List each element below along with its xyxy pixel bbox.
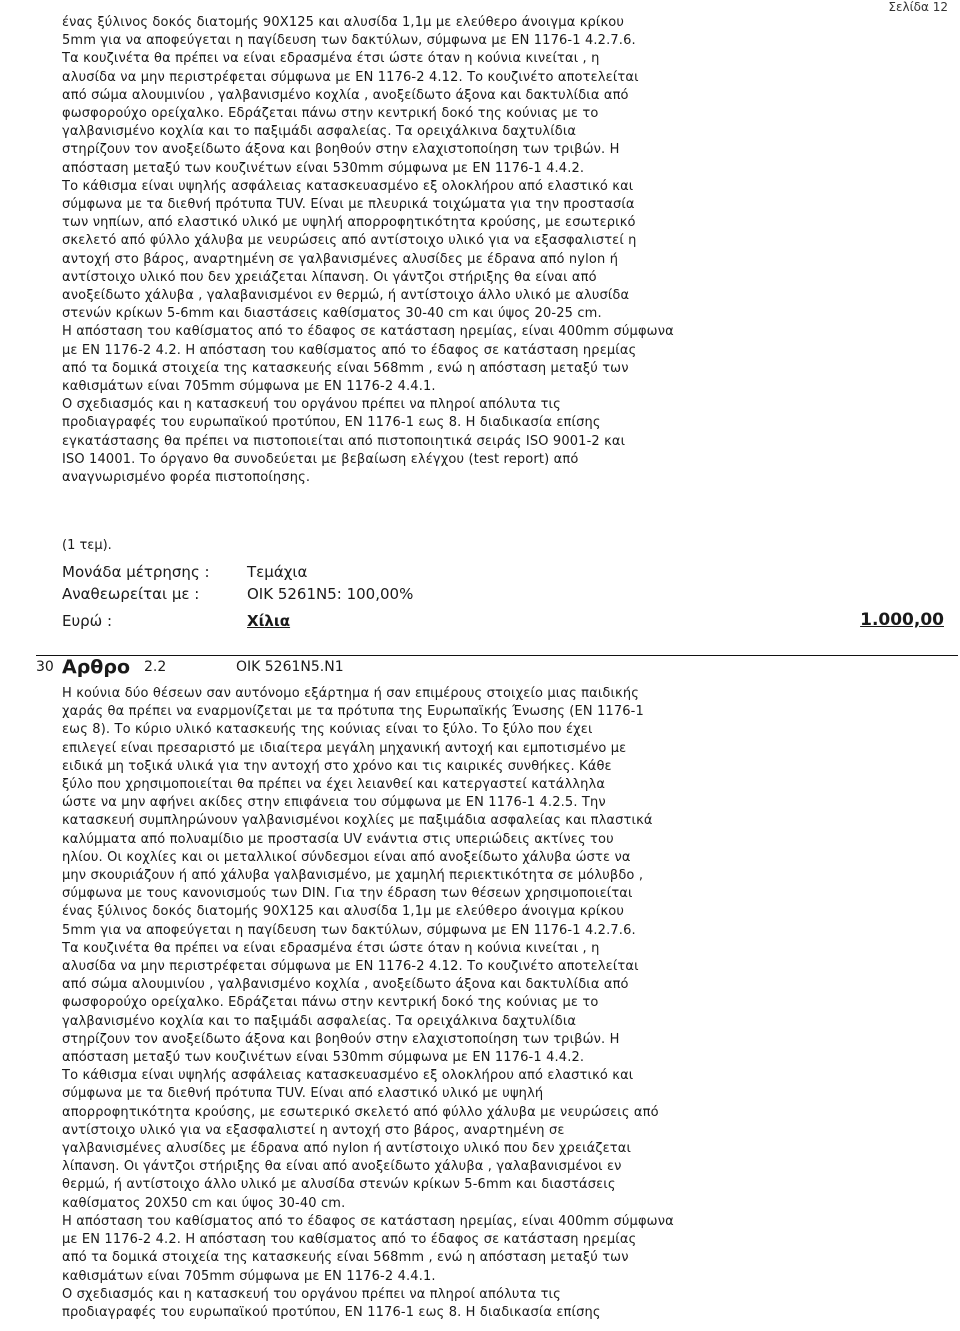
text-line: κατασκευή συμπληρώνουν γαλβανισμένοι κοχλίες με παξιμάδια ασφαλείας και πλαστικά — [62, 813, 653, 829]
text-line: στηρίζουν τον ανοξείδωτο άξονα και βοηθούν στην ελαχιστοποίηση των τριβών. Η — [62, 1031, 620, 1047]
reference-row — [62, 585, 413, 603]
price-value: 1.000,00 — [860, 610, 944, 630]
article-subnumber: 2.2 — [144, 659, 167, 675]
text-line: από τα δομικά στοιχεία της κατασκευής είναι 568mm , ενώ η απόσταση μεταξύ των — [62, 1250, 629, 1266]
euro-row — [62, 612, 290, 630]
text-line: σκελετό από φύλλο χάλυβα με νευρώσεις από αντίστοιχο υλικό για να εξασφαλιστεί η — [62, 233, 637, 249]
text-line: εως 8). Το κύριο υλικό κατασκευής της κούνιας είναι το ξύλο. Το ξύλο που έχει — [62, 722, 593, 738]
text-line: από τα δομικά στοιχεία της κατασκευής είναι 568mm , ενώ η απόσταση μεταξύ των — [62, 360, 629, 376]
text-line: Η κούνια δύο θέσεων σαν αυτόνομο εξάρτημα ή σαν επιμέρους στοιχείο μιας παιδικής — [62, 686, 640, 701]
text-line: απορροφητικότητα κρούσης, με εσωτερικό σκελετό από φύλλο χάλυβα με νευρώσεις από — [62, 1104, 659, 1120]
text-line: Το κάθισμα είναι υψηλής ασφάλειας κατασκευασμένο εξ ολοκλήρου από ελαστικό και — [62, 1068, 634, 1084]
text-line: γαλβανισμένες αλυσίδες με έδρανα από nylon ή αντίστοιχο υλικό που δεν χρειάζεται — [62, 1141, 632, 1157]
text-line: με ΕΝ 1176-2 4.2. Η απόσταση του καθίσματος από το έδαφος σε κατάσταση ηρεμίας — [62, 342, 637, 358]
text-line: ένας ξύλινος δοκός διατομής 90Χ125 και αλυσίδα 1,1μ με ελεύθερο άνοιγμα κρίκου — [62, 904, 625, 920]
quantity-text: (1 τεμ). — [62, 538, 112, 553]
reference-value: ΟΙΚ 5261Ν5: 100,00% — [247, 585, 414, 603]
text-line: των νηπίων, από ελαστικό υλικό με υψηλή απορροφητικότητα κρούσης, με εσωτερικό — [62, 215, 636, 231]
specification-paragraph-top — [62, 14, 722, 487]
text-line: 5mm για να αποφεύγεται η παγίδευση των δακτύλων, σύμφωνα με EN 1176-1 4.2.7.6. — [62, 922, 636, 938]
text-line: σύμφωνα με τα διεθνή πρότυπα TUV. Είναι με πλευρικά τοιχώματα για την προστασία — [62, 197, 635, 213]
text-line: Η απόσταση του καθίσματος από το έδαφος σε κατάσταση ηρεμίας, είναι 400mm σύμφωνα — [62, 324, 674, 340]
text-line: σύμφωνα με τους κανονισμούς των DIN. Για την έδραση των θέσεων χρησιμοποιείται — [62, 886, 633, 902]
text-line: ειδικά μη τοξικά υλικά για την αντοχή στο χρόνο και τις καιρικές συνθήκες. Κάθε — [62, 758, 612, 774]
unit-value: Τεμάχια — [247, 563, 308, 581]
text-line: από σώμα αλουμινίου , γαλβανισμένο κοχλία , ανοξείδωτο άξονα και δακτυλίδια από — [62, 977, 629, 993]
text-line: αλυσίδα να μην περιστρέφεται σύμφωνα με ΕΝ 1176-2 4.12. Το κουζινέτο αποτελείται — [62, 69, 639, 85]
text-line: λίπανση. Οι γάντζοι στήριξης θα είναι από ανοξείδωτο χάλυβα , γαλαβανισμένοι εν — [62, 1159, 622, 1175]
text-line: σύμφωνα με τα διεθνή πρότυπα TUV. Είναι από ελαστικό υλικό με υψηλή — [62, 1086, 544, 1102]
article-word: Αρθρο — [62, 656, 131, 678]
text-line: θερμώ, ή αντίστοιχο άλλο υλικό με αλυσίδα στενών κρίκων 5-6mm και διαστάσεις — [62, 1177, 616, 1193]
text-line: απόσταση μεταξύ των κουζινέτων είναι 530mm σύμφωνα με EN 1176-1 4.4.2. — [62, 1050, 585, 1066]
text-line: αντίστοιχο υλικό για να εξασφαλιστεί η αντοχή στο βάρος, αναρτημένη σε — [62, 1122, 565, 1138]
text-line: φωσφορούχο ορείχαλκο. Εδράζεται πάνω στην κεντρική δοκό της κούνιας με το — [62, 106, 599, 122]
article-number: 30 — [36, 659, 54, 675]
text-line: αλυσίδα να μην περιστρέφεται σύμφωνα με ΕΝ 1176-2 4.12. Το κουζινέτο αποτελείται — [62, 959, 639, 975]
text-line: προδιαγραφές του ευρωπαϊκού προτύπου, ΕΝ 1176-1 εως 8. Η διαδικασία επίσης — [62, 1304, 601, 1320]
text-line: γαλβανισμένο κοχλία και το παξιμάδι ασφαλείας. Τα ορειχάλκινα δαχτυλίδια — [62, 124, 577, 140]
text-line: με ΕΝ 1176-2 4.2. Η απόσταση του καθίσματος από το έδαφος σε κατάσταση ηρεμίας — [62, 1232, 637, 1248]
text-line: φωσφορούχο ορείχαλκο. Εδράζεται πάνω στην κεντρική δοκό της κούνιας με το — [62, 995, 599, 1011]
text-line: ανοξείδωτο χάλυβα , γαλαβανισμένοι εν θερμώ, ή αντίστοιχο άλλο υλικό με αλυσίδα — [62, 288, 630, 304]
text-line: 5mm για να αποφεύγεται η παγίδευση των δακτύλων, σύμφωνα με EN 1176-1 4.2.7.6. — [62, 33, 636, 49]
text-line: χαράς θα πρέπει να εναρμονίζεται με τα πρότυπα της Ευρωπαϊκής Ένωσης (ΕΝ 1176-1 — [62, 704, 644, 720]
text-line: καθίσματος 20Χ50 cm και ύψος 30-40 cm. — [62, 1195, 346, 1211]
unit-row — [62, 563, 307, 581]
euro-label: Ευρώ : — [62, 612, 113, 630]
text-line: ISO 14001. Το όργανο θα συνοδεύεται με βεβαίωση ελέγχου (test report) από — [62, 451, 579, 467]
text-line: Το κάθισμα είναι υψηλής ασφάλειας κατασκευασμένο εξ ολοκλήρου από ελαστικό και — [62, 178, 634, 194]
text-line: αντοχή στο βάρος, αναρτημένη σε γαλβανισμένες αλυσίδες με έδρανα από nylon ή — [62, 251, 619, 267]
specification-paragraph-article — [62, 685, 722, 1322]
text-line: ηλίου. Οι κοχλίες και οι μεταλλικοί σύνδεσμοι είναι από ανοξείδωτο χάλυβα ώστε να — [62, 849, 631, 865]
text-line: Ο σχεδιασμός και η κατασκευή του οργάνου πρέπει να πληροί απόλυτα τις — [62, 397, 561, 413]
text-line: αντίστοιχο υλικό που δεν χρειάζεται λίπανση. Οι γάντζοι στήριξης θα είναι από — [62, 269, 597, 285]
text-line: Ο σχεδιασμός και η κατασκευή του οργάνου πρέπει να πληροί απόλυτα τις — [62, 1286, 561, 1302]
text-line: προδιαγραφές του ευρωπαϊκού προτύπου, ΕΝ 1176-1 εως 8. Η διαδικασία επίσης — [62, 415, 601, 431]
euro-amount-words: Χίλια — [247, 612, 291, 630]
text-line: Η απόσταση του καθίσματος από το έδαφος σε κατάσταση ηρεμίας, είναι 400mm σύμφωνα — [62, 1213, 674, 1229]
article-header — [36, 656, 344, 678]
text-line: καλύμματα από πολυαμίδιο με προστασία UV ενάντια στις υπεριώδεις ακτίνες του — [62, 831, 614, 847]
text-line: επιλεγεί είναι πρεσαριστό με ιδιαίτερα μεγάλη μηχανική αντοχή και εμποτισμένο με — [62, 740, 627, 756]
text-line: αναγνωρισμένο φορέα πιστοποίησης. — [62, 470, 311, 486]
reference-label: Αναθεωρείται με : — [62, 585, 200, 603]
text-line: καθισμάτων είναι 705mm σύμφωνα με ΕΝ 1176-2 4.4.1. — [62, 1268, 436, 1284]
text-line: απόσταση μεταξύ των κουζινέτων είναι 530mm σύμφωνα με EN 1176-1 4.4.2. — [62, 160, 585, 176]
text-line: Τα κουζινέτα θα πρέπει να είναι εδρασμένα έτσι ώστε όταν η κούνια κινείται , η — [62, 51, 600, 67]
text-line: στηρίζουν τον ανοξείδωτο άξονα και βοηθούν στην ελαχιστοποίηση των τριβών. Η — [62, 142, 620, 158]
text-line: καθισμάτων είναι 705mm σύμφωνα με ΕΝ 1176-2 4.4.1. — [62, 379, 436, 395]
unit-label: Μονάδα μέτρησης : — [62, 563, 210, 581]
text-line: Τα κουζινέτα θα πρέπει να είναι εδρασμένα έτσι ώστε όταν η κούνια κινείται , η — [62, 940, 600, 956]
text-line: ένας ξύλινος δοκός διατομής 90Χ125 και αλυσίδα 1,1μ με ελεύθερο άνοιγμα κρίκου — [62, 15, 625, 30]
page-number: Σελίδα 12 — [888, 0, 948, 14]
text-line: ώστε να μην αφήνει ακίδες στην επιφάνεια του σύμφωνα με EN 1176-1 4.2.5. Την — [62, 795, 606, 811]
text-line: στενών κρίκων 5-6mm και διαστάσεις καθίσματος 30-40 cm και ύψος 20-25 cm. — [62, 306, 602, 322]
text-line: από σώμα αλουμινίου , γαλβανισμένο κοχλία , ανοξείδωτο άξονα και δακτυλίδια από — [62, 87, 629, 103]
text-line: εγκατάστασης θα πρέπει να πιστοποιείται από πιστοποιητικά σειράς ISO 9001-2 και — [62, 433, 626, 449]
text-line: ξύλο που χρησιμοποιείται θα πρέπει να έχει λειανθεί και κατεργαστεί κατάλληλα — [62, 777, 606, 793]
article-code: ΟΙΚ 5261Ν5.Ν1 — [236, 659, 344, 675]
text-line: γαλβανισμένο κοχλία και το παξιμάδι ασφαλείας. Τα ορειχάλκινα δαχτυλίδια — [62, 1013, 577, 1029]
price-amount — [856, 610, 944, 630]
text-line: μην σκουριάζουν ή από χάλυβα γαλβανισμένο, με χαμηλή περιεκτικότητα σε μόλυβδο , — [62, 868, 644, 884]
